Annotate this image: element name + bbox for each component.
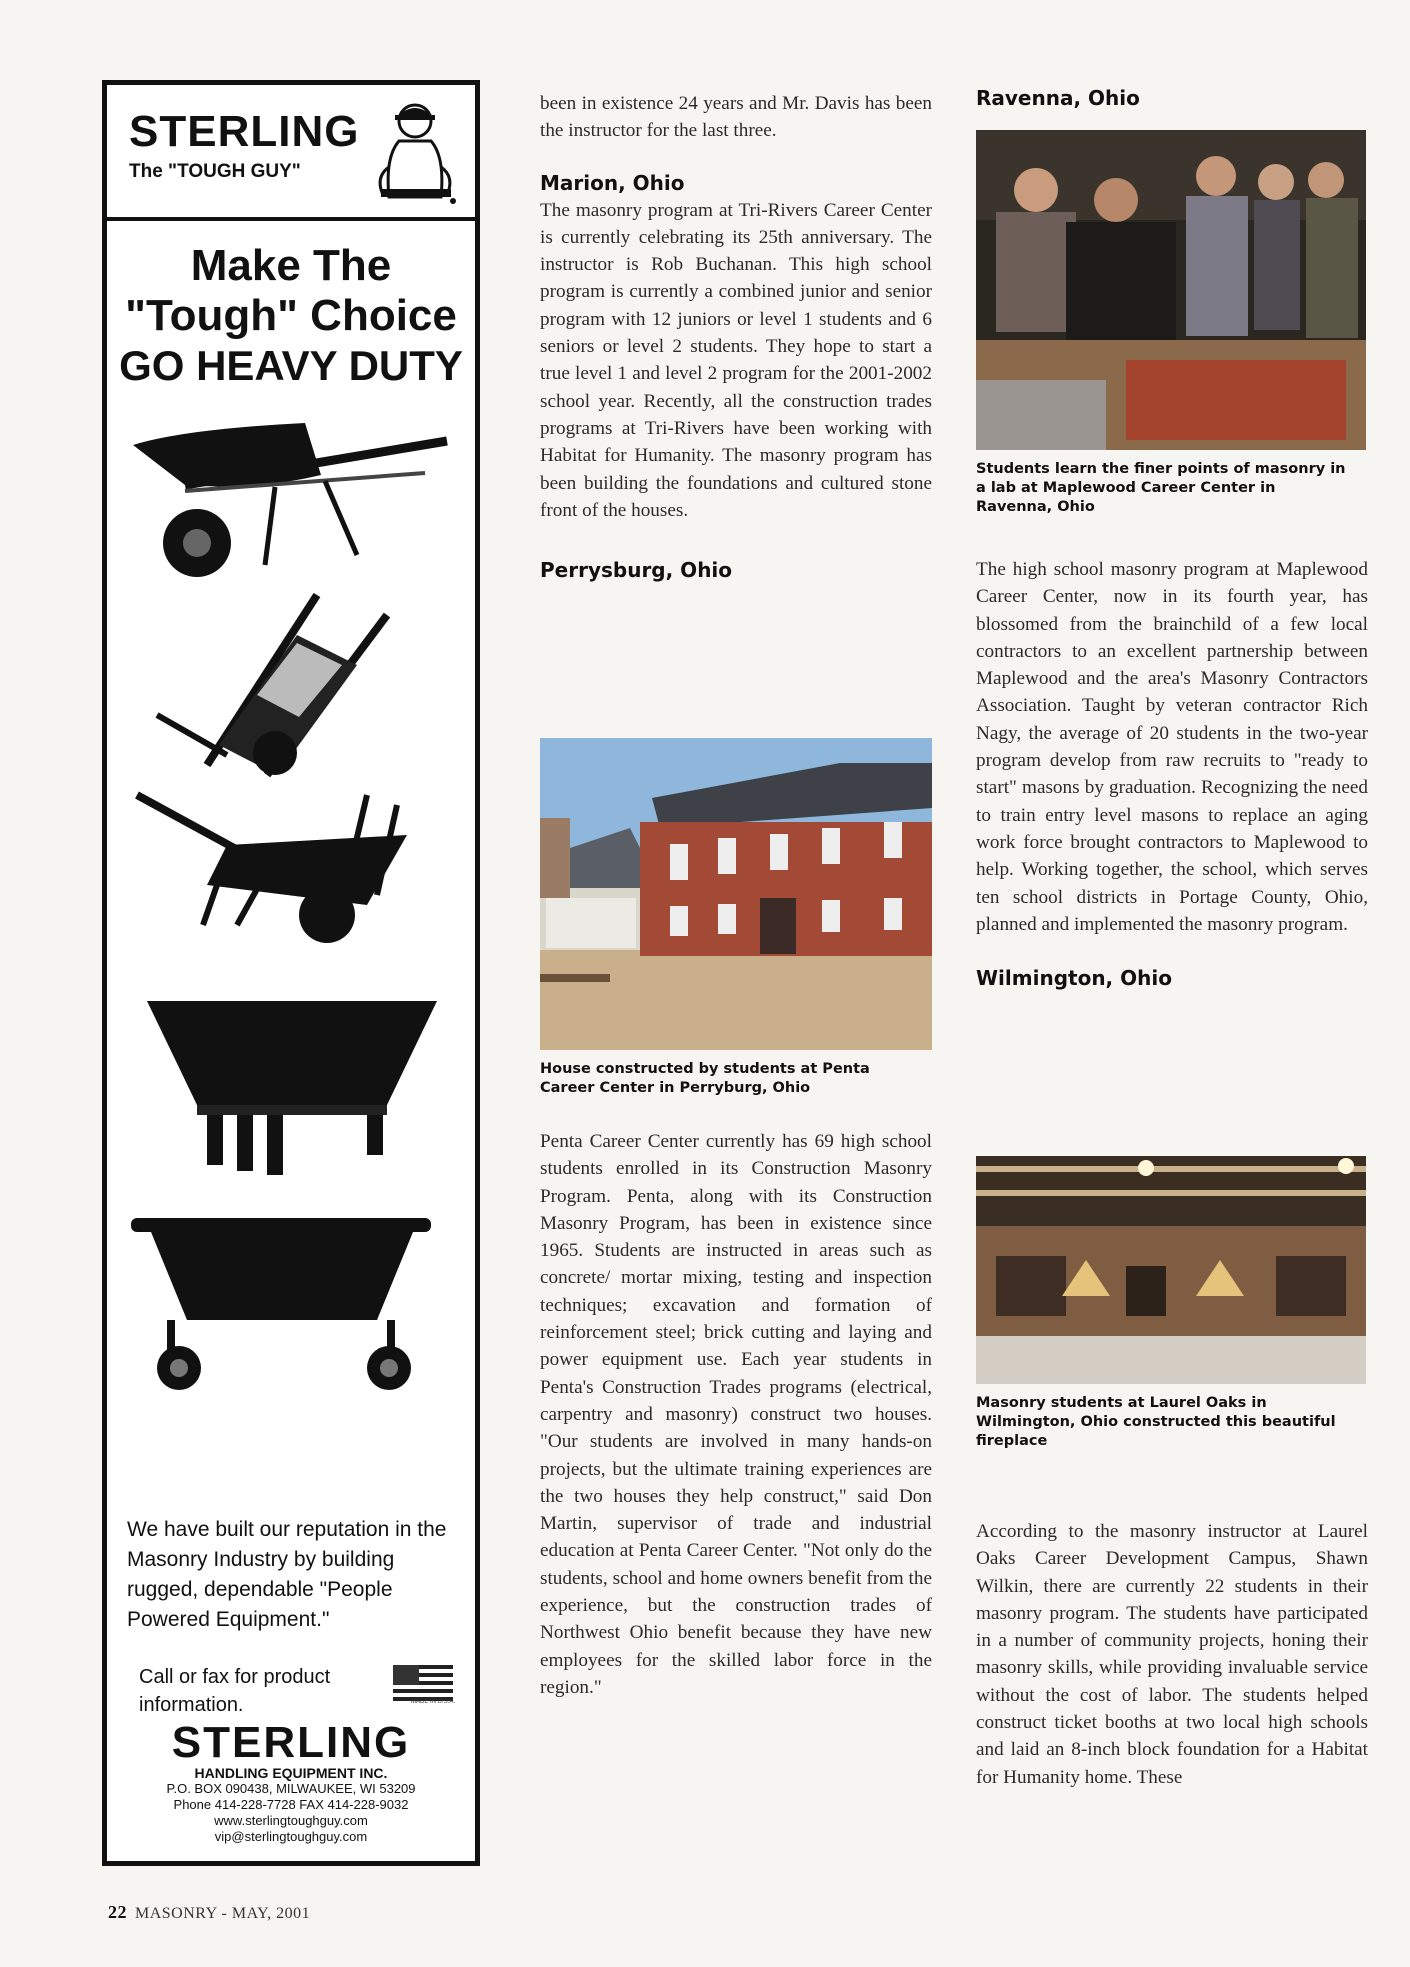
- ad-footer-company: HANDLING EQUIPMENT INC.: [194, 1765, 388, 1781]
- sterling-advertisement: [102, 80, 480, 1866]
- ad-tagline: The "TOUGH GUY": [129, 161, 301, 182]
- marion-paragraph: The masonry program at Tri-Rivers Career Center is currently celebrating its 25th anniversary. The instructor is Rob Buchanan. This high school program is currently a combined junior and senior program with 12 juniors or level 1 students and 6 seniors or level 2 students. They hope to start a true level 1 and level 2 program for the 2001-2002 school year. Recently, all the construction trades programs at Tri-Rivers have been working with Habitat for Humanity. The masonry program has been building the foundations and cultured stone front of the houses.: [540, 199, 932, 521]
- ravenna-caption: Students learn the finer points of masonry in a lab at Maplewood Career Center in Ravenna, Ohio: [976, 461, 1346, 515]
- ad-headline: [107, 241, 475, 391]
- ad-footer-web: www.sterlingtoughguy.com: [214, 1813, 368, 1828]
- made-in-usa-label: MADE IN U.S.A.: [410, 1699, 455, 1705]
- ravenna-masonry-lab-photo: [976, 130, 1366, 450]
- marion-header: Marion, Ohio: [540, 170, 685, 195]
- ad-footer-brand: STERLING: [171, 1718, 411, 1767]
- article-column-2: [976, 86, 1368, 110]
- perrysburg-house-photo: [540, 738, 932, 1050]
- perrysburg-header: Perrysburg, Ohio: [540, 558, 733, 583]
- ravenna-text-block: [976, 556, 1368, 990]
- ad-header: [107, 85, 475, 221]
- ad-body-text: We have built our reputation in the Masonry Industry by building rugged, dependable "People Powered Equipment.": [127, 1518, 447, 1631]
- wilmington-header: Wilmington, Ohio: [976, 966, 1172, 991]
- ad-footer-phone: Phone 414-228-7728 FAX 414-228-9032: [173, 1797, 409, 1812]
- ravenna-caption-block: [976, 460, 1356, 517]
- perrysburg-paragraph: Penta Career Center currently has 69 high school students enrolled in its Construction Masonry Program. Penta, along with its Construction Masonry Program, has been in existence since 1965. Students are instructed in areas such as concrete/ mortar mixing, testing and inspection techniques; excavation and formation of reinforcement steel; brick cutting and laying and power equipment use. Each year students in Penta's Construction Trades programs (electrical, carpentry and masonry) construct two houses. "Our students are involved in many hands-on projects, but the ultimate training experiences are the two houses they help construct," said Don Martin, supervisor of trade and industrial education at Penta Career Center. "Not only do the students, school and home owners benefit from the experience, but the construction trades of Northwest Ohio benefit because they have new employees for the skilled labor force in the region.": [540, 1131, 932, 1698]
- brick-cart-image: [147, 585, 407, 795]
- wheelbarrow-image: [125, 415, 455, 595]
- ravenna-paragraph: The high school masonry program at Maplewood Career Center, now in its fourth year, has blossomed from the brainchild of a few local contractors to an excellent partnership between Maplewood and the area's Masonry Contractors Association. Taught by veteran contractor Rich Nagy, the average of 20 students in the two-year program develop from raw recruits to "ready to start" masons by graduation. Recognizing the need to train entry level masons to replace an aging work force brought contractors to Maplewood to help. Working together, the school, which serves ten school districts in Portage County, Ohio, planned and implemented the masonry program.: [976, 559, 1368, 935]
- mortar-hopper-image: [137, 985, 447, 1185]
- page-number: 22: [108, 1902, 127, 1922]
- perrysburg-caption: House constructed by students at Penta Career Center in Perryburg, Ohio: [540, 1061, 870, 1096]
- ad-call-text: Call or fax for product information.: [139, 1666, 331, 1716]
- ravenna-header: Ravenna, Ohio: [976, 86, 1140, 110]
- mortar-tub-cart-image: [127, 1210, 447, 1400]
- wilmington-text-block: [976, 1518, 1368, 1791]
- article-column-1: [540, 90, 932, 582]
- ad-footer-address: P.O. BOX 090438, MILWAUKEE, WI 53209: [166, 1781, 416, 1796]
- ad-brand: STERLING: [129, 107, 360, 156]
- page-footer: [108, 1902, 310, 1923]
- wilmington-caption-block: [976, 1394, 1356, 1451]
- tough-guy-mascot-icon: [375, 97, 461, 207]
- wilmington-caption: Masonry students at Laurel Oaks in Wilmington, Ohio constructed this beautiful fireplace: [976, 1395, 1336, 1449]
- publication-line: MASONRY - MAY, 2001: [135, 1905, 311, 1922]
- perrysburg-caption-block: [540, 1060, 920, 1098]
- ad-headline-line-2: "Tough" Choice: [125, 291, 457, 340]
- wilmington-fireplace-photo: [976, 1156, 1366, 1384]
- ad-footer-email: vip@sterlingtoughguy.com: [214, 1829, 368, 1844]
- wilmington-paragraph: According to the masonry instructor at Laurel Oaks Career Development Campus, Shawn Wilkin, there are currently 22 students in their masonry program. The students have participated in a number of community projects, honing their masonry skills, while providing invaluable service without the cost of labor. The students helped construct ticket booths at two local high schools and laid an 8-inch block foundation for a Habitat for Humanity home. These: [976, 1521, 1368, 1788]
- block-cart-image: [127, 785, 437, 955]
- perrysburg-text-block: [540, 1128, 932, 1701]
- ad-footer: [107, 1718, 475, 1845]
- ad-headline-line-3: GO HEAVY DUTY: [119, 342, 463, 389]
- ad-headline-line-1: Make The: [190, 241, 392, 290]
- intro-paragraph: been in existence 24 years and Mr. Davis has been the instructor for the last three.: [540, 93, 932, 142]
